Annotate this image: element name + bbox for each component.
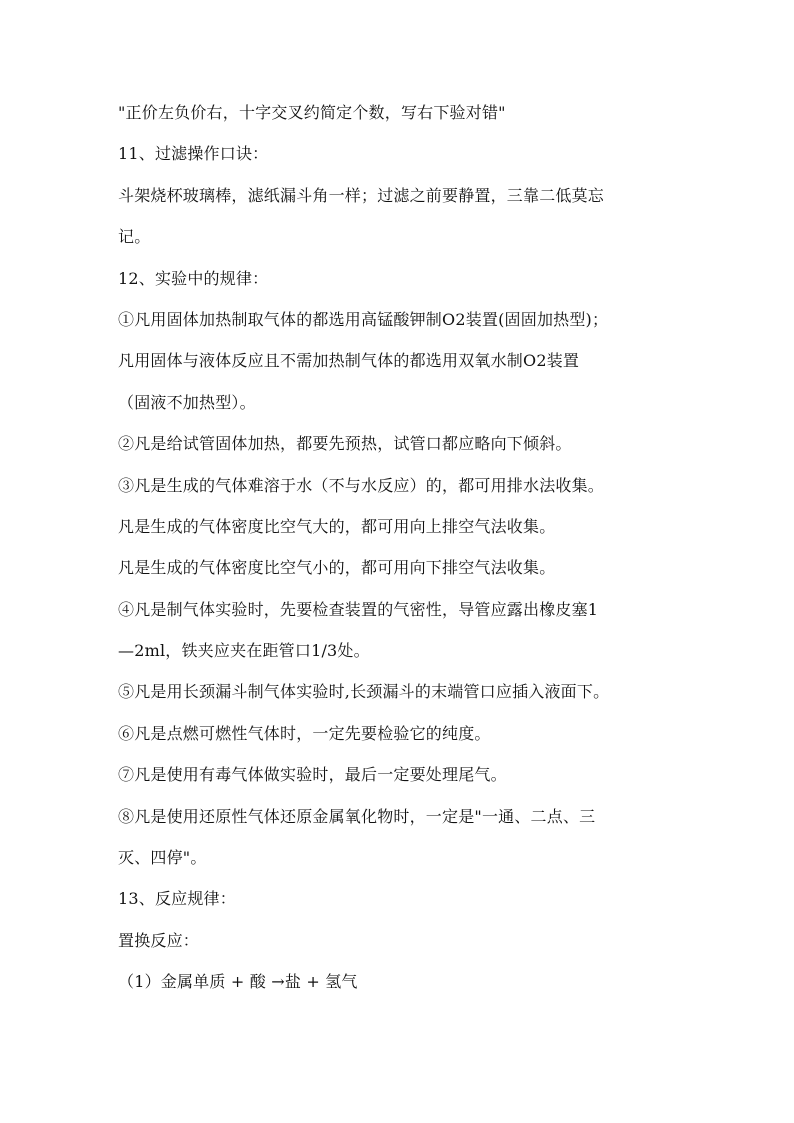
text-line-rule-4a: ④凡是制气体实验时，先要检查装置的气密性，导管应露出橡皮塞1 bbox=[118, 599, 599, 619]
text-line-formula-mnemonic: "正价左负价右，十字交叉约简定个数，写右下验对错" bbox=[118, 103, 506, 122]
text-line-rule-8a: ⑧凡是使用还原性气体还原金属氧化物时，一定是"一通、二点、三 bbox=[118, 806, 596, 826]
text-line-filtration-2: 记。 bbox=[118, 227, 151, 247]
text-line-rule-3c: 凡是生成的气体密度比空气小的，都可用向下排空气法收集。 bbox=[118, 558, 556, 578]
document-body bbox=[118, 103, 693, 1014]
text-line-rule-1c: （固液不加热型）。 bbox=[118, 392, 256, 412]
text-line-reaction-1: （1）金属单质 + 酸 →盐 + 氢气 bbox=[118, 972, 358, 992]
heading-filtration: 11、过滤操作口诀： bbox=[118, 144, 269, 164]
text-line-rule-6: ⑥凡是点燃可燃性气体时，一定先要检验它的纯度。 bbox=[118, 723, 491, 743]
text-line-rule-7: ⑦凡是使用有毒气体做实验时，最后一定要处理尾气。 bbox=[118, 765, 507, 785]
text-line-rule-2: ②凡是给试管固体加热，都要先预热，试管口都应略向下倾斜。 bbox=[118, 434, 572, 454]
text-line-rule-8b: 灭、四停"。 bbox=[118, 848, 207, 868]
text-line-rule-3b: 凡是生成的气体密度比空气大的，都可用向上排空气法收集。 bbox=[118, 516, 556, 536]
text-line-rule-1a: ①凡用固体加热制取气体的都选用高锰酸钾制O2装置(固固加热型)； bbox=[118, 309, 609, 329]
heading-experiment-rules: 12、实验中的规律： bbox=[118, 268, 269, 288]
text-line-rule-1b: 凡用固体与液体反应且不需加热制气体的都选用双氧水制O2装置 bbox=[118, 351, 580, 371]
text-line-rule-3a: ③凡是生成的气体难溶于水（不与水反应）的，都可用排水法收集。 bbox=[118, 475, 605, 495]
text-line-rule-4b: —2ml，铁夹应夹在距管口1/3处。 bbox=[118, 641, 370, 661]
heading-reaction-rules: 13、反应规律： bbox=[118, 889, 236, 909]
subheading-displacement-reaction: 置换反应： bbox=[118, 930, 200, 950]
text-line-rule-5: ⑤凡是用长颈漏斗制气体实验时,长颈漏斗的末端管口应插入液面下。 bbox=[118, 682, 610, 702]
text-line-filtration-1: 斗架烧杯玻璃棒，滤纸漏斗角一样；过滤之前要静置，三靠二低莫忘 bbox=[118, 185, 605, 205]
